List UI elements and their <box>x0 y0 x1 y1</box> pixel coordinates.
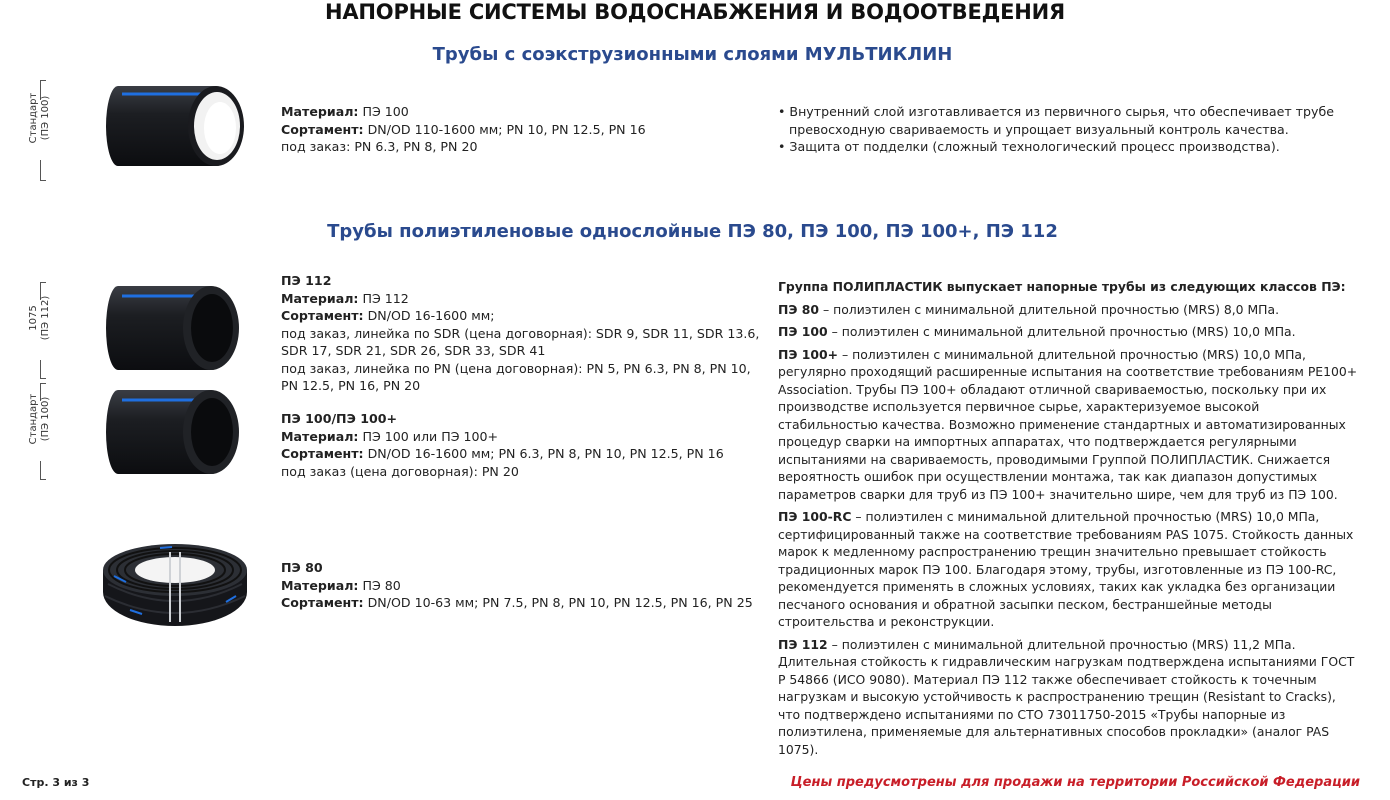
feature-bullet-2: • Защита от подделки (сложный технологический процесс производства). <box>778 139 1280 154</box>
pe112-specs: ПЭ 112 Материал: ПЭ 112 Сортамент: DN/OD 16-1600 мм; под заказ, линейка по SDR (цена договорная): SDR 9, SDR 11, SDR 13.6, SDR 17, SDR 21, SDR 26, SDR 33, SDR 41 под заказ, линейка по PN (цена договорная): PN 5, PN 6.3, PN 8, PN 10, PN 12.5, PN 16, PN 20 <box>281 273 760 393</box>
multiclean-pipe-image <box>100 76 250 176</box>
section1-specs: Материал: ПЭ 100 Сортамент: DN/OD 110-1600 мм; PN 10, PN 12.5, PN 16 под заказ: PN 6.3, PN 8, PN 20 <box>281 104 646 154</box>
pe100-specs: ПЭ 100/ПЭ 100+ Материал: ПЭ 100 или ПЭ 100+ Сортамент: DN/OD 16-1600 мм; PN 6.3, PN 8, PN 10, PN 12.5, PN 16 под заказ (цена договорная): PN 20 <box>281 411 724 479</box>
feature-bullet-1-line2: превосходную свариваемость и упрощает визуальный контроль качества. <box>789 121 1289 137</box>
pe80-specs: ПЭ 80 Материал: ПЭ 80 Сортамент: DN/OD 10-63 мм; PN 7.5, PN 8, PN 10, PN 12.5, PN 16, PN 25 <box>281 560 753 610</box>
pe100plus-description: ПЭ 100+ – полиэтилен с минимальной длительной прочностью (MRS) 10,0 МПа, регулярно проходящий расширенные испытания на соответствие требованиям PE100+ Association. Трубы ПЭ 100+ обладают отличной свариваемостью, поскольку при их производстве используется первичное сырье, характеризуемое высокой стабильностью качества. Возможно применение стандартных и автоматизированных процедур сварки на импортных аппаратах, что подтверждается регулярными испытаниями на свариваемость, проводимыми Группой ПОЛИПЛАСТИК. Снижается вероятность ошибок при осуществлении монтажа, так как диапазон допустимых параметров сварки для труб из ПЭ 100+ значительно шире, чем для труб из ПЭ 100. <box>778 346 1358 502</box>
pe80-description: ПЭ 80 – полиэтилен с минимальной длительной прочностью (MRS) 8,0 МПа. <box>778 301 1280 317</box>
side-label-standard-1: Стандарт (ПЭ 100) <box>28 92 51 144</box>
side-label-1075: 1075 (ПЭ 112) <box>28 295 51 341</box>
page-number: Стр. 3 из 3 <box>22 776 90 789</box>
pe100rc-description: ПЭ 100-RC – полиэтилен с минимальной длительной прочностью (MRS) 10,0 МПа, сертифицированный также на соответствие требованиям PAS 1075. Стойкость данных марок к медленному распространению трещин значительно превышает стойкость традиционных марок ПЭ 100. Благодаря этому, трубы, изготовленные из ПЭ 100-RC, рекомендуется применять в сложных условиях, таких как укладка без организации песчаного основания и обратной засыпки песком, бестраншейные методы строительства и реконструкции. <box>778 509 1354 629</box>
pe-classes-description <box>778 278 1358 763</box>
footer-note: Цены предусмотрены для продажи на территории Российской Федерации <box>790 775 1360 790</box>
pe80-coil-image <box>100 540 250 632</box>
section2-title: Трубы полиэтиленовые однослойные ПЭ 80, ПЭ 100, ПЭ 100+, ПЭ 112 <box>327 221 1058 242</box>
section1-title: Трубы с соэкструзионными слоями МУЛЬТИКЛИН <box>432 44 953 65</box>
side-label-standard-2: Стандарт (ПЭ 100) <box>28 393 51 445</box>
page-title: НАПОРНЫЕ СИСТЕМЫ ВОДОСНАБЖЕНИЯ И ВОДООТВЕДЕНИЯ <box>324 0 1065 24</box>
pe100-description: ПЭ 100 – полиэтилен с минимальной длительной прочностью (MRS) 10,0 МПа. <box>778 324 1296 339</box>
pe112-description: ПЭ 112 – полиэтилен с минимальной длительной прочностью (MRS) 11,2 МПа. Длительная стойкость к гидравлическим нагрузкам подтверждена испытаниями ГОСТ Р 54866 (ИСО 9080). Материал ПЭ 112 также обеспечивает стойкость к точечным нагрузкам и высокую устойчивость к распространению трещин (Resistant to Cracks), что подтверждено испытаниями по СТО 73011750-2015 «Трубы напорные из полиэтилена, применяемые для альтернативных способов прокладки» (аналог PAS 1075). <box>778 636 1355 757</box>
pe100-pipe-image <box>100 382 250 482</box>
section1-features <box>778 103 1378 156</box>
feature-bullet-1-line1: • Внутренний слой изготавливается из первичного сырья, что обеспечивает трубе <box>778 104 1334 119</box>
pe-classes-heading: Группа ПОЛИПЛАСТИК выпускает напорные трубы из следующих классов ПЭ: <box>778 279 1346 294</box>
pe112-pipe-image <box>100 278 250 378</box>
